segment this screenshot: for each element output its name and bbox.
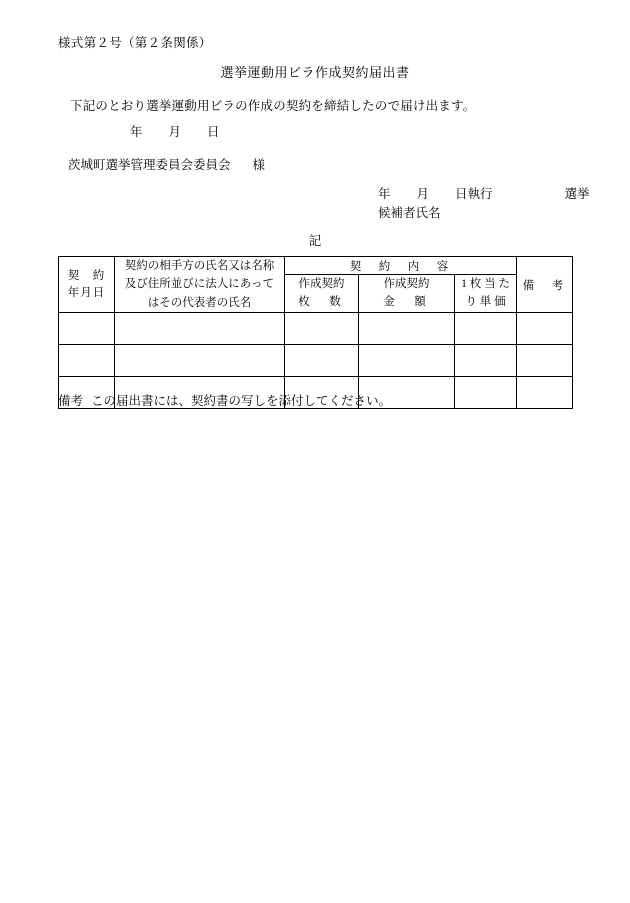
addressee-line: [68, 155, 265, 173]
header-amount-line2: 金 額: [383, 295, 430, 308]
date-month-label: 月: [168, 125, 182, 139]
candidate-name-label: 候補者氏名: [378, 206, 441, 220]
header-contract-date: [59, 257, 115, 313]
cell-unit-price[interactable]: [455, 313, 517, 345]
cell-sheets[interactable]: [285, 313, 359, 345]
cell-unit-price[interactable]: [455, 345, 517, 377]
cell-contract-date[interactable]: [59, 345, 115, 377]
exec-election-label: 選挙: [564, 187, 590, 201]
date-day-label: 日: [207, 125, 220, 139]
header-contract-content: 契 約 内 容: [285, 257, 517, 275]
date-entry-line: [130, 122, 220, 140]
cell-note[interactable]: [517, 313, 573, 345]
header-counterparty-line3: はその代表者の氏名: [147, 296, 252, 309]
header-counterparty: [115, 257, 285, 313]
header-note: 備 考: [517, 257, 573, 313]
header-contract-date-line2: 年月日: [67, 286, 106, 299]
cell-amount[interactable]: [359, 345, 455, 377]
header-counterparty-line1: 契約の相手方の氏名又は名称: [124, 260, 275, 272]
header-unit-price-line2: り 単 価: [465, 295, 506, 308]
header-amount: [359, 275, 455, 313]
header-sheets-line1: 作成契約: [298, 278, 345, 291]
table-header-row-1: [59, 257, 573, 275]
header-unit-price-line1: 1 枚 当 た: [461, 278, 510, 291]
addressee-honorific: 様: [252, 158, 266, 172]
footnote: [58, 391, 391, 409]
cell-counterparty[interactable]: [115, 313, 285, 345]
header-contract-date-line1: 契 約: [67, 269, 106, 282]
exec-year-label: 年: [378, 187, 391, 201]
ki-mark: 記: [308, 234, 322, 248]
cell-note[interactable]: [517, 377, 573, 409]
addressee-name: 茨城町選挙管理委員会委員会: [68, 158, 231, 172]
exec-day-label: 日執行: [455, 187, 493, 201]
page-title: 選挙運動用ビラ作成契約届出書: [220, 65, 410, 80]
date-year-label: 年: [130, 125, 143, 139]
cell-contract-date[interactable]: [59, 313, 115, 345]
form-number: 様式第２号（第２条関係）: [58, 36, 212, 50]
header-amount-line1: 作成契約: [383, 278, 430, 291]
header-sheets: [285, 275, 359, 313]
cell-sheets[interactable]: [285, 345, 359, 377]
election-execution-line: [378, 184, 590, 202]
cell-counterparty[interactable]: [115, 345, 285, 377]
table-row: [59, 313, 573, 345]
footnote-label: 備考: [58, 394, 84, 408]
table-row: [59, 345, 573, 377]
header-counterparty-line2: 及び住所並びに法人にあって: [124, 278, 275, 291]
cell-unit-price[interactable]: [455, 377, 517, 409]
header-unit-price: [455, 275, 517, 313]
contract-table: [58, 256, 573, 409]
header-sheets-line2: 枚 数: [298, 295, 345, 308]
cell-amount[interactable]: [359, 313, 455, 345]
exec-month-label: 月: [416, 187, 430, 201]
cell-note[interactable]: [517, 345, 573, 377]
footnote-text: この届出書には、契約書の写しを添付してください。: [91, 394, 392, 408]
lead-paragraph: 下記のとおり選挙運動用ビラの作成の契約を締結したので届け出ます。: [70, 99, 476, 113]
